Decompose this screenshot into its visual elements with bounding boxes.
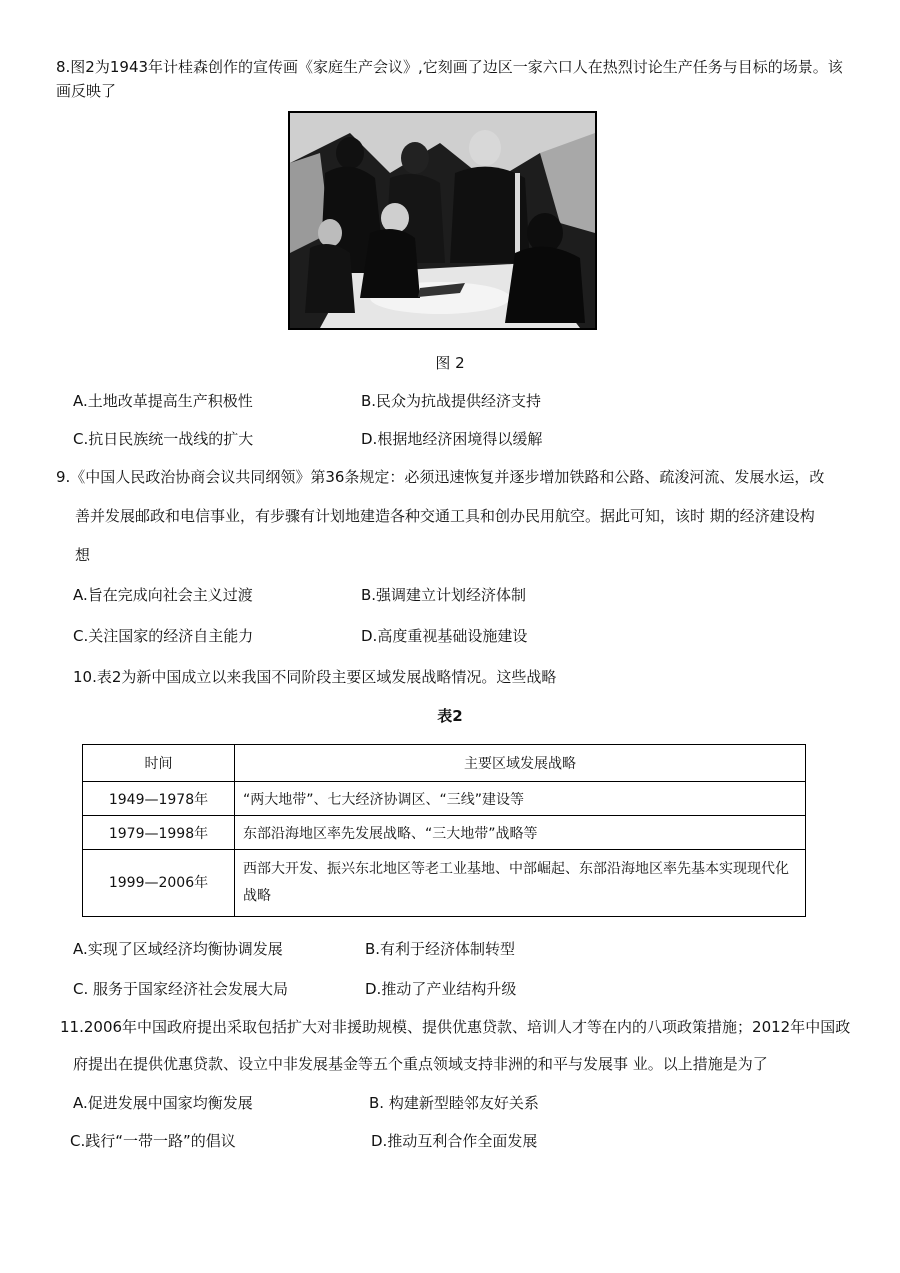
q10-option-b: B.有利于经济体制转型	[365, 940, 516, 958]
q9-option-c: C.关注国家的经济自主能力	[73, 627, 254, 645]
q9-stem-line1: 9.《中国人民政治协商会议共同纲领》第36条规定：必须迅速恢复并逐步增加铁路和公路、疏浚河流、发展水运，改	[56, 468, 825, 486]
table-header-time: 时间	[83, 745, 235, 782]
q10-stem-line1: 10.表2为新中国成立以来我国不同阶段主要区域发展战略情况。这些战略	[73, 668, 557, 686]
strategy-table	[82, 744, 806, 917]
table-row	[83, 816, 806, 850]
q9-option-a: A.旨在完成向社会主义过渡	[73, 586, 253, 604]
q8-option-c: C.抗日民族统一战线的扩大	[73, 430, 254, 448]
table-header-strategy: 主要区域发展战略	[235, 745, 806, 782]
q9-option-d: D.高度重视基础设施建设	[361, 627, 528, 645]
q8-option-a: A.土地改革提高生产积极性	[73, 392, 253, 410]
q10-option-d: D.推动了产业结构升级	[365, 980, 517, 998]
table-cell-time: 1979—1998年	[83, 816, 235, 850]
q9-stem-line2: 善并发展邮政和电信事业，有步骤有计划地建造各种交通工具和创办民用航空。据此可知，该时 期的经济建设构	[75, 507, 815, 525]
q9-stem-line3: 想	[75, 546, 91, 564]
table-cell-time: 1949—1978年	[83, 782, 235, 816]
table-cell-time: 1999—2006年	[83, 850, 235, 917]
q11-option-a: A.促进发展中国家均衡发展	[73, 1094, 253, 1112]
table-cell-strategy: “两大地带”、七大经济协调区、“三线”建设等	[235, 782, 806, 816]
figure-caption: 图 2	[435, 354, 465, 372]
q11-option-b: B. 构建新型睦邻友好关系	[369, 1094, 539, 1112]
table-row	[83, 850, 806, 917]
table-header-row	[83, 745, 806, 782]
table-cell-strategy: 西部大开发、振兴东北地区等老工业基地、中部崛起、东部沿海地区率先基本实现现代化战略	[235, 850, 806, 917]
q8-option-d: D.根据地经济困境得以缓解	[361, 430, 543, 448]
q9-option-b: B.强调建立计划经济体制	[361, 586, 527, 604]
q11-stem-line1: 11.2006年中国政府提出采取包括扩大对非援助规模、提供优惠贷款、培训人才等在内的八项政策措施；2012年中国政	[60, 1018, 851, 1036]
q10-option-c: C. 服务于国家经济社会发展大局	[73, 980, 289, 998]
propaganda-woodcut-image	[288, 111, 597, 330]
q11-option-d: D.推动互利合作全面发展	[371, 1132, 538, 1150]
q11-option-c: C.践行“一带一路”的倡议	[70, 1132, 236, 1150]
table-title: 表2	[437, 707, 463, 725]
table-cell-strategy: 东部沿海地区率先发展战略、“三大地带”战略等	[235, 816, 806, 850]
q8-option-b: B.民众为抗战提供经济支持	[361, 392, 542, 410]
q8-stem-line1: 8.图2为1943年计桂森创作的宣传画《家庭生产会议》,它刻画了边区一家六口人在热烈讨论生产任务与目标的场景。该	[56, 58, 843, 76]
q11-stem-line2: 府提出在提供优惠贷款、设立中非发展基金等五个重点领域支持非洲的和平与发展事 业。以上措施是为了	[73, 1055, 768, 1073]
q8-stem-line2: 画反映了	[56, 82, 117, 100]
q10-option-a: A.实现了区域经济均衡协调发展	[73, 940, 283, 958]
table-row	[83, 782, 806, 816]
